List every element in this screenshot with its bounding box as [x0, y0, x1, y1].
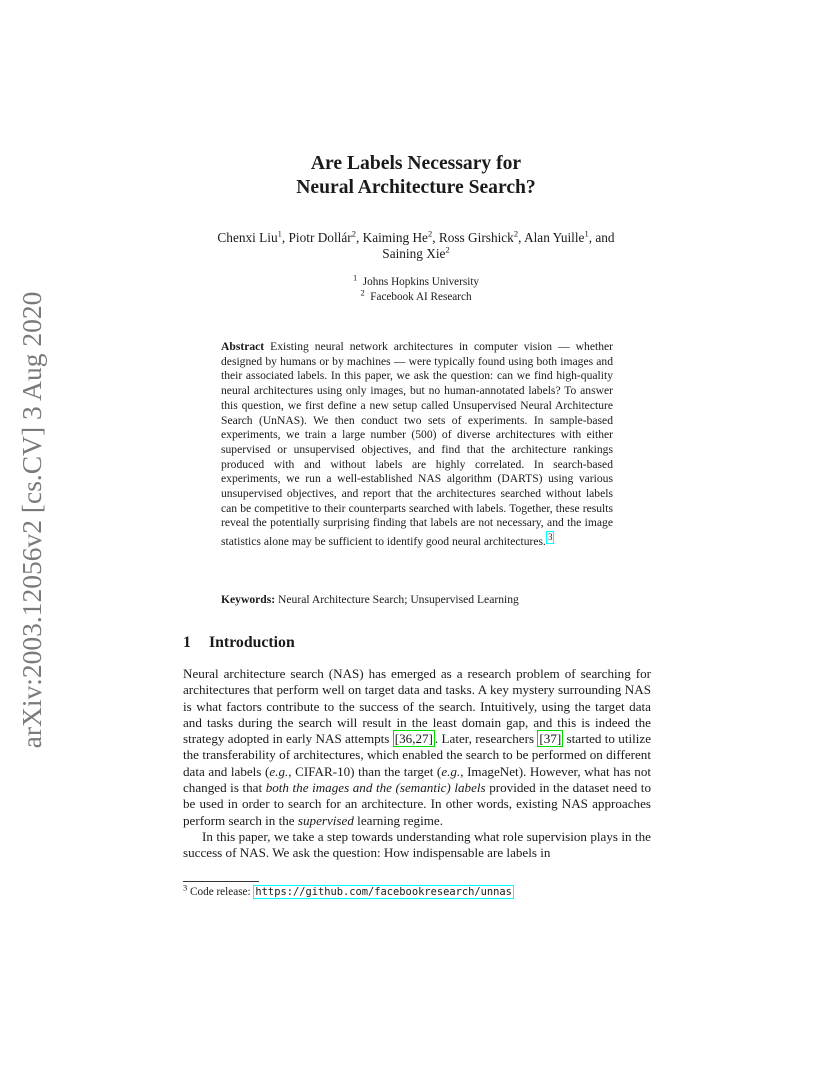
affiliation-mark: 1: [352, 272, 358, 283]
arxiv-identifier[interactable]: arXiv:2003.12056v2 [cs.CV] 3 Aug 2020: [16, 291, 47, 749]
abstract-label: Abstract: [221, 340, 265, 353]
affiliation-list: [180, 272, 652, 305]
code-release-link[interactable]: https://github.com/facebookresearch/unnas: [255, 886, 512, 898]
author-list: [180, 230, 652, 262]
text-run: started to utilize the transferability of architectures, which enabled the search to be performed on different data and labels (: [183, 731, 651, 779]
keywords: [221, 593, 613, 608]
text-run: provided in the dataset need to be used in order to search for an architecture. In other words, existing NAS approaches perform search in the: [183, 780, 651, 828]
footnote-divider: [183, 881, 259, 882]
affiliation-name: Johns Hopkins University: [362, 276, 480, 288]
italic-text: e.g.: [269, 763, 289, 779]
affiliation-item: [180, 287, 652, 305]
paper-title: [180, 152, 652, 200]
text-run: . Later, researchers: [434, 731, 538, 747]
author-name: , Piotr Dollár: [281, 230, 352, 245]
author-affiliation-mark: 1: [584, 228, 589, 239]
author-name: Chenxi Liu: [217, 230, 278, 245]
footnote-reference-link[interactable]: 3: [547, 532, 553, 543]
footnote-label: Code release:: [190, 886, 254, 898]
section-number: 1: [183, 634, 191, 651]
footnote: [183, 882, 651, 899]
author-affiliation-mark: 2: [351, 228, 356, 239]
keywords-label: Keywords:: [221, 593, 276, 606]
author-name: , Kaiming He: [355, 230, 428, 245]
affiliation-item: [180, 272, 652, 290]
affiliation-mark: 2: [360, 287, 365, 298]
arxiv-stamp: [8, 285, 56, 755]
section-title: Introduction: [209, 634, 295, 651]
abstract-text: Existing neural network architectures in computer vision — whether designed by humans or by machines — were typically found using both images and their associated labels. In this paper, we ask the question: can we find high-quality neural architectures using only images, but no human-annotated labels? To answer this question, we first define a new setup called Unsupervised Neural Architecture Search (UnNAS). We then conduct two sets of experiments. In sample-based experiments, we train a large number (500) of diverse architectures with either supervised or unsupervised objectives, and find that the architecture rankings produced with and without labels are highly correlated. In search-based experiments, we run a well-established NAS algorithm (DARTS) using various unsupervised objectives, and report that the architectures searched without labels can be competitive to their counterparts searched with labels. Together, these results reveal the potentially surprising finding that labels are not necessary, and the image statistics alone may be sufficient to identify good neural architectures.: [221, 340, 613, 548]
paragraph: In this paper, we take a step towards understanding what role supervision plays in the success of NAS. We ask the question: How indispensable are labels in: [183, 828, 651, 861]
author-name: Saining Xie: [382, 246, 446, 261]
citation-link[interactable]: [37]: [539, 731, 562, 747]
text-run: Neural architecture search (NAS) has emerged as a research problem of searching for architectures that perform well on target data and tasks. A key mystery surrounding NAS is what factors contribute to the success of the search. Intuitively, using the target data and tasks during the search will result in the least domain gap, and this is indeed the strategy adopted in early NAS attempts: [183, 666, 651, 747]
citation-link[interactable]: [36,27]: [394, 731, 433, 747]
affiliation-name: Facebook AI Research: [370, 291, 472, 303]
body-text: [183, 666, 651, 862]
title-line-2: Neural Architecture Search?: [296, 177, 536, 198]
author-affiliation-mark: 2: [445, 244, 450, 255]
author-affiliation-mark: 2: [513, 228, 519, 239]
text-run: , ImageNet). However, what has not changed is that: [183, 763, 652, 796]
footnote-mark: 3: [183, 882, 188, 893]
emphasis-text: both the images and the (semantic) labels: [265, 780, 486, 796]
author-name: , Ross Girshick: [432, 230, 514, 245]
italic-text: e.g.: [441, 763, 461, 779]
emphasis-text: supervised: [297, 812, 354, 828]
author-affiliation-mark: 2: [427, 228, 433, 239]
text-run: learning regime.: [353, 812, 443, 828]
keywords-text: Neural Architecture Search; Unsupervised Learning: [278, 593, 519, 606]
section-heading: [183, 633, 295, 653]
title-line-1: Are Labels Necessary for: [310, 153, 522, 174]
text-run: , CIFAR-10) than the target (: [288, 763, 442, 779]
paragraph: [183, 666, 651, 829]
author-conjunction: , and: [588, 230, 615, 245]
author-affiliation-mark: 1: [277, 228, 282, 239]
author-name: , Alan Yuille: [518, 230, 585, 245]
abstract: [221, 340, 613, 550]
